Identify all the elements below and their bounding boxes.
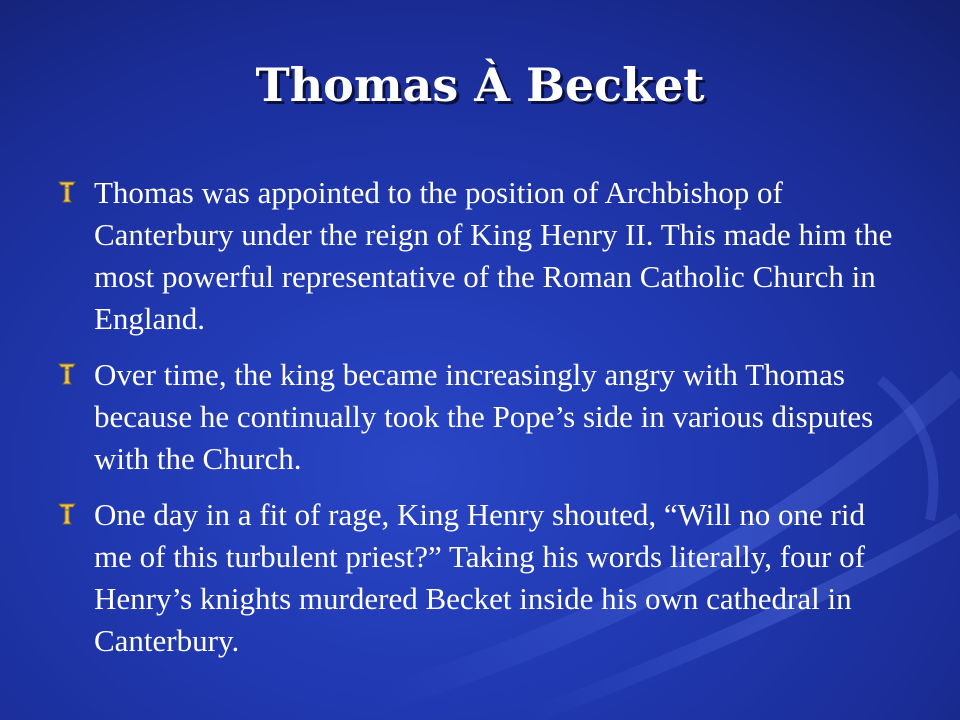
cross-bullet-icon — [56, 361, 78, 387]
bullet-text: One day in a fit of rage, King Henry shouted, “Will no one rid me of this turbulent priest?” Taking his words literally, four of Henry’s knights murdered Becket inside his own cathedral in Canterbury. — [94, 497, 865, 658]
bullet-text: Thomas was appointed to the position of Archbishop of Canterbury under the reign of King Henry II. This made him the most powerful representative of the Roman Catholic Church in England. — [94, 175, 893, 336]
bullet-list — [56, 172, 906, 676]
bullet-item — [56, 494, 906, 662]
cross-bullet-icon — [56, 501, 78, 527]
slide-title: Thomas À Becket — [255, 58, 705, 112]
bullet-item — [56, 172, 906, 340]
bullet-text: Over time, the king became increasingly angry with Thomas because he continually took the Pope’s side in various disputes with the Church. — [94, 357, 874, 476]
bullet-item — [56, 354, 906, 480]
cross-bullet-icon — [56, 179, 78, 205]
